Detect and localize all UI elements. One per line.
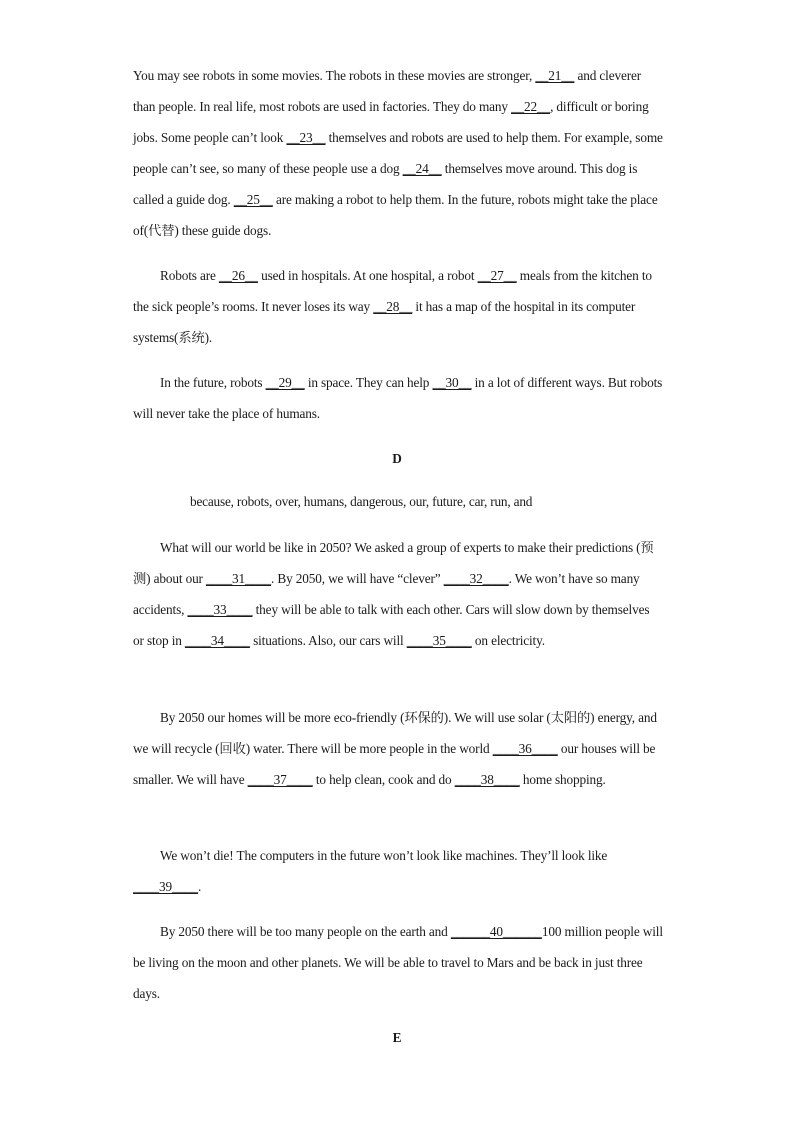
passage-c-paragraph-1 <box>133 60 663 246</box>
blank-35: ____35____ <box>406 633 472 648</box>
text: and cleverer than people. In real life, most robots are used in factories. They do many <box>133 68 642 114</box>
passage-c-paragraph-3 <box>133 367 663 429</box>
text: it has a map of the hospital in its computer systems(系统). <box>133 299 636 345</box>
text: used in hospitals. At one hospital, a robot <box>257 268 478 283</box>
blank-29: __29__ <box>265 375 305 390</box>
blank-38: ____38____ <box>454 772 520 787</box>
section-d-paragraph-3 <box>133 840 663 902</box>
blank-23: __23__ <box>286 130 326 145</box>
section-d-paragraph-2 <box>133 702 663 795</box>
blank-34: ____34____ <box>184 633 250 648</box>
blank-30: __30__ <box>432 375 472 390</box>
text: they will be able to talk with each other. Cars will slow down by themselves or stop in <box>133 602 650 648</box>
text: . We won’t have so many accidents, <box>133 571 640 617</box>
blank-27: __27__ <box>477 268 517 283</box>
text: home shopping. <box>519 772 606 787</box>
text: situations. Also, our cars will <box>249 633 407 648</box>
blank-24: __24__ <box>402 161 442 176</box>
blank-36: ____36____ <box>492 741 558 756</box>
text: meals from the kitchen to the sick people’s rooms. It never loses its way <box>133 268 652 314</box>
text: our houses will be smaller. We will have <box>133 741 656 787</box>
blank-37: ____37____ <box>247 772 313 787</box>
blank-39: ____39____ <box>133 879 198 894</box>
text: By 2050 our homes will be more eco-friendly (环保的). We will use solar (太阳的) energy, and we will recycle (回收) water. There will be more people in the world <box>133 710 657 756</box>
text: Robots are <box>160 268 219 283</box>
text: in space. They can help <box>304 375 433 390</box>
text: . <box>198 879 202 894</box>
text: . By 2050, we will have “clever” <box>271 571 444 586</box>
text: on electricity. <box>471 633 545 648</box>
text: , difficult or boring jobs. Some people can’t look <box>133 99 649 145</box>
blank-40: ______40______ <box>450 924 542 939</box>
text: What will our world be like in 2050? We asked a group of experts to make their predictions (预测) about our <box>133 540 654 586</box>
blank-31: ____31____ <box>206 571 272 586</box>
passage-c-paragraph-2 <box>133 260 663 353</box>
text: themselves and robots are used to help them. For example, some people can’t see, so many of these people use a dog <box>133 130 663 176</box>
blank-22: __22__ <box>511 99 551 114</box>
section-d-paragraph-4 <box>133 916 663 1009</box>
blank-25: __25__ <box>233 192 273 207</box>
blank-32: ____32____ <box>443 571 509 586</box>
blank-26: __26__ <box>218 268 258 283</box>
blank-33: ____33____ <box>187 602 253 617</box>
blank-21: __21__ <box>535 68 575 83</box>
text: We won’t die! The computers in the future won’t look like machines. They’ll look like <box>160 848 608 863</box>
text: themselves move around. This dog is called a guide dog. <box>133 161 638 207</box>
section-d-heading: D <box>392 451 402 466</box>
word-bank: because, robots, over, humans, dangerous, our, future, car, run, and <box>190 494 533 509</box>
blank-28: __28__ <box>373 299 413 314</box>
text: in a lot of different ways. But robots will never take the place of humans. <box>133 375 663 421</box>
text: 100 million people will be living on the moon and other planets. We will be able to travel to Mars and be back in just three days. <box>133 924 663 1001</box>
text: to help clean, cook and do <box>312 772 455 787</box>
text: In the future, robots <box>160 375 266 390</box>
text: By 2050 there will be too many people on the earth and <box>160 924 451 939</box>
text: are making a robot to help them. In the future, robots might take the place of(代替) these guide dogs. <box>133 192 658 238</box>
section-d-paragraph-1 <box>133 532 663 656</box>
section-e-heading: E <box>392 1030 402 1045</box>
text: You may see robots in some movies. The robots in these movies are stronger, <box>133 68 536 83</box>
